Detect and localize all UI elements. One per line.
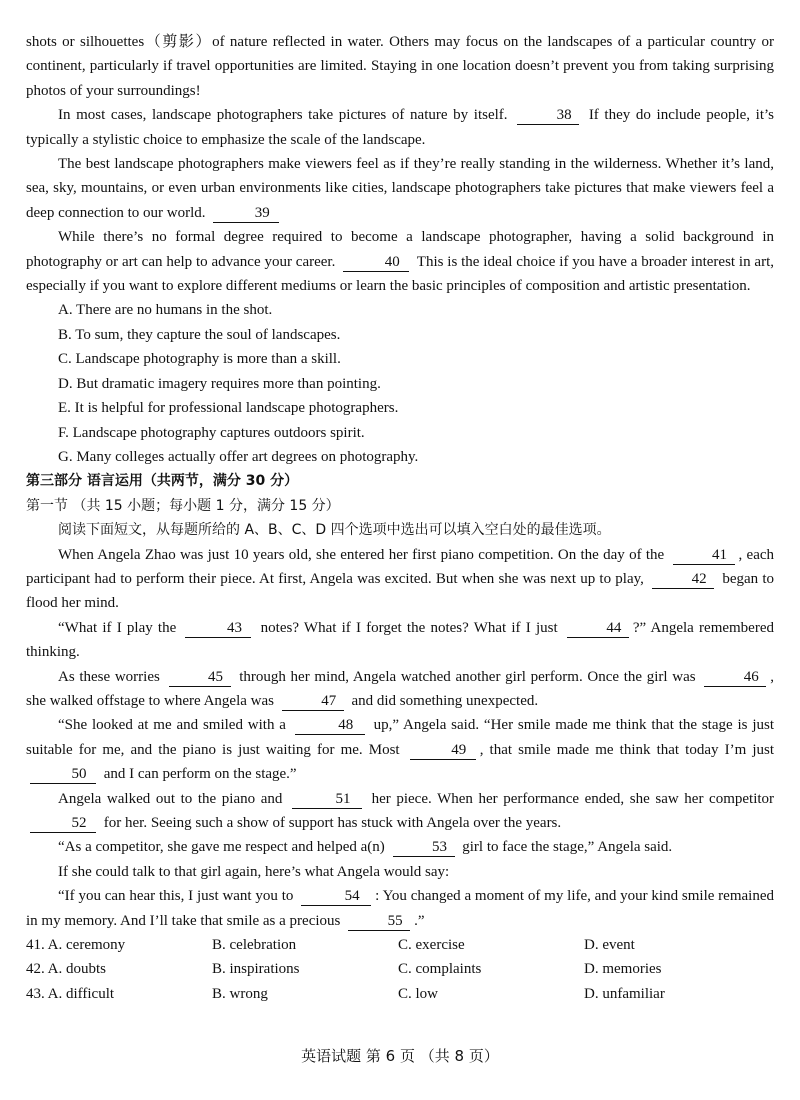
blank-38[interactable]: 38: [517, 106, 579, 125]
blank-51[interactable]: 51: [292, 790, 362, 809]
paragraph-text: for her. Seeing such a show of support has stuck with Angela over the years.: [103, 815, 562, 831]
blank-48[interactable]: 48: [295, 716, 365, 735]
paragraph-text: “As a competitor, she gave me respect and helped a(n): [58, 839, 385, 856]
paragraph-text: girl to face the stage,” Angela said.: [462, 839, 673, 856]
blank-46[interactable]: 46: [704, 668, 766, 687]
blank-55[interactable]: 55: [348, 912, 410, 931]
choice-option[interactable]: B. celebration: [212, 937, 297, 954]
exam-page: [26, 30, 774, 1006]
choice-option[interactable]: 42. A. doubts: [26, 961, 107, 978]
passage-paragraph: [26, 103, 774, 152]
paragraph-text: “She looked at me and smiled with a: [58, 717, 286, 734]
blank-49[interactable]: 49: [410, 741, 476, 760]
part-heading: 第三部分 语言运用（共两节，满分 30 分）: [26, 473, 299, 490]
option-item: B. To sum, they capture the soul of landscapes.: [58, 326, 341, 343]
paragraph-text: , that smile made me think that today I’m just: [479, 741, 775, 758]
story-paragraph: [26, 665, 774, 714]
paragraph-text: “If you can hear this, I just want you to: [58, 888, 294, 905]
choice-option[interactable]: C. low: [398, 985, 439, 1002]
paragraph-text: When Angela Zhao was just 10 years old, she entered her first piano competition. On the day of the: [58, 546, 665, 563]
story-paragraph: [26, 543, 774, 616]
blank-41[interactable]: 41: [673, 546, 735, 565]
paragraph-text: ?” Angela remembered thinking.: [26, 619, 774, 661]
section-heading: 第一节 （共 15 小题；每小题 1 分，满分 15 分）: [26, 497, 340, 514]
blank-44[interactable]: 44: [567, 619, 629, 638]
question-choices: [26, 933, 774, 1006]
instruction-text: 阅读下面短文，从每题所给的 A、B、C、D 四个选项中选出可以填入空白处的最佳选项。: [58, 522, 611, 539]
choice-option[interactable]: 43. A. difficult: [26, 985, 115, 1002]
paragraph-text: While there’s no formal degree required to become a landscape photographer, having a solid background in photography or art can help to advance your career.: [26, 229, 774, 270]
paragraph-text: If they do include people, it’s typically a stylistic choice to emphasize the scale of the landscape.: [26, 107, 775, 148]
blank-43[interactable]: 43: [185, 619, 251, 638]
paragraph-text: “What if I play the: [58, 619, 177, 636]
paragraph-text: This is the ideal choice if you have a broader interest in art, especially if you want to explore different mediums or learn the basic principles of composition and artistic presentation.: [26, 253, 774, 295]
story-paragraph: [26, 884, 774, 933]
paragraph-text: her piece. When her performance ended, she saw her competitor: [371, 790, 775, 807]
choice-option[interactable]: 41. A. ceremony: [26, 937, 126, 954]
paragraph-text: If she could talk to that girl again, here’s what Angela would say:: [58, 863, 450, 880]
story-paragraph: [26, 860, 774, 884]
paragraph-text: began to flood her mind.: [26, 570, 775, 612]
choice-option[interactable]: B. wrong: [212, 985, 268, 1002]
paragraph-text: In most cases, landscape photographers take pictures of nature by itself.: [58, 107, 508, 124]
story-paragraph: [26, 713, 774, 786]
blank-47[interactable]: 47: [282, 692, 344, 711]
paragraph-text: : You changed a moment of my life, and your kind smile remained in my memory. And I’ll take that smile as a precious: [26, 888, 774, 929]
option-item: E. It is helpful for professional landscape photographers.: [58, 400, 399, 417]
passage-paragraph: [26, 225, 774, 298]
choice-option[interactable]: D. memories: [584, 961, 662, 978]
blank-53[interactable]: 53: [393, 838, 455, 857]
story-paragraph: [26, 835, 774, 859]
paragraph-text: , she walked offstage to where Angela was: [26, 668, 775, 709]
paragraph-text: .”: [414, 912, 425, 929]
option-item: D. But dramatic imagery requires more than pointing.: [58, 375, 381, 392]
option-item: G. Many colleges actually offer art degrees on photography.: [58, 448, 419, 465]
choice-option[interactable]: D. unfamiliar: [584, 985, 665, 1002]
paragraph-text: Angela walked out to the piano and: [58, 790, 283, 807]
option-item: C. Landscape photography is more than a skill.: [58, 351, 341, 368]
paragraph-text: shots or silhouettes（剪影）of nature reflected in water. Others may focus on the landscapes of a particular country or continent, particularly if travel opportunities are limited. Staying in one location doesn’t prevent you from taking surprising photos of your surroundings!: [26, 34, 774, 99]
paragraph-text: , each participant had to perform their piece. At first, Angela was excited. But when she was next up to play,: [26, 546, 775, 587]
story-paragraph: [26, 787, 774, 836]
paragraph-text: and I can perform on the stage.”: [103, 766, 297, 783]
paragraph-text: As these worries: [58, 668, 160, 685]
paragraph-text: notes? What if I forget the notes? What if I just: [260, 619, 558, 636]
page-footer: 英语试题 第 6 页 （共 8 页）: [301, 1047, 499, 1065]
choice-option[interactable]: C. complaints: [398, 961, 482, 978]
blank-40[interactable]: 40: [343, 253, 409, 272]
paragraph-text: The best landscape photographers make viewers feel as if they’re really standing in the wilderness. Whether it’s land, sea, sky, mountains, or even urban environments like cities, landscape photographers take pictures that make viewers feel a deep connection to our world.: [26, 156, 774, 221]
story-paragraph: [26, 616, 774, 665]
paragraph-text: and did something unexpected.: [351, 692, 539, 709]
passage-paragraph: [26, 30, 774, 103]
blank-50[interactable]: 50: [30, 765, 96, 784]
blank-54[interactable]: 54: [301, 887, 371, 906]
blank-52[interactable]: 52: [30, 814, 96, 833]
blank-42[interactable]: 42: [652, 570, 714, 589]
choice-option[interactable]: D. event: [584, 937, 635, 954]
passage-paragraph: [26, 152, 774, 225]
blank-39[interactable]: 39: [213, 204, 279, 223]
option-item: F. Landscape photography captures outdoors spirit.: [58, 424, 365, 441]
paragraph-text: up,” Angela said. “Her smile made me think that the stage is just suitable for me, and the piano is just waiting for me. Most: [26, 717, 775, 758]
paragraph-text: through her mind, Angela watched another girl perform. Once the girl was: [239, 668, 696, 685]
option-item: A. There are no humans in the shot.: [58, 302, 273, 319]
blank-45[interactable]: 45: [169, 668, 231, 687]
choice-option[interactable]: B. inspirations: [212, 961, 300, 978]
choice-option[interactable]: C. exercise: [398, 937, 465, 954]
